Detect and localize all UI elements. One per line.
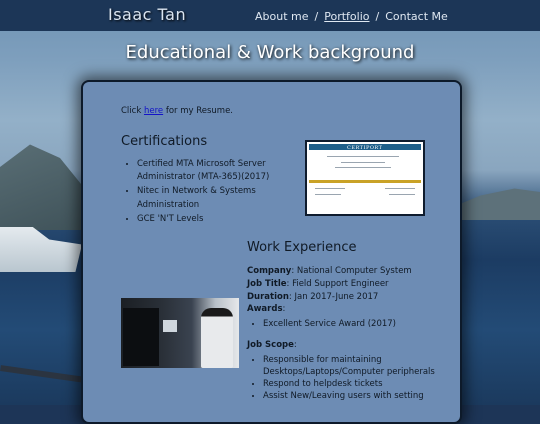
awards-colon: : — [282, 304, 286, 314]
job-title-value: : Field Support Engineer — [286, 279, 389, 289]
duration-value: : Jan 2017-June 2017 — [288, 292, 379, 302]
work-experience-title: Work Experience — [247, 240, 357, 255]
resume-suffix: for my Resume. — [163, 106, 234, 116]
company-label: Company — [247, 266, 292, 276]
award-item: • Excellent Service Award (2017) — [263, 318, 458, 330]
certification-item: • GCE 'N'T Levels — [137, 213, 287, 226]
job-scope-item: • Assist New/Leaving users with setting — [263, 390, 458, 402]
job-scope-colon: : — [293, 340, 297, 350]
awards-list — [247, 318, 458, 330]
job-scope-item: • Respond to helpdesk tickets — [263, 378, 458, 390]
resume-link[interactable]: here — [143, 106, 164, 116]
certificate-text-line — [341, 162, 385, 163]
job-title-label: Job Title — [247, 279, 287, 289]
job-title-row — [247, 279, 389, 289]
job-scope-label: Job Scope — [247, 340, 294, 350]
certificate-image — [305, 140, 425, 216]
certificate-document — [307, 142, 423, 214]
certificate-gold-rule — [309, 180, 421, 183]
work-photo-person — [201, 308, 233, 368]
certification-item: • Certified MTA Microsoft Server Administrator (MTA-365)(2017) — [137, 158, 287, 184]
duration-label: Duration — [247, 292, 289, 302]
certificate-text-line — [315, 194, 341, 195]
certificate-text-line — [315, 188, 345, 189]
top-navbar — [0, 0, 540, 31]
certification-item: • Nitec in Network & Systems Administration — [137, 185, 287, 211]
work-photo-equipment-rack — [123, 308, 159, 366]
certificate-text-line — [389, 194, 415, 195]
nav-link-about[interactable]: About me — [255, 10, 309, 23]
resume-prefix: Click — [121, 106, 144, 116]
certificate-text-line — [335, 167, 391, 168]
company-value: : National Computer System — [291, 266, 412, 276]
resume-line — [121, 106, 233, 116]
certifications-title: Certifications — [121, 134, 208, 149]
nav-link-contact[interactable]: Contact Me — [385, 10, 448, 23]
company-row — [247, 266, 412, 276]
duration-row — [247, 292, 378, 302]
work-photo — [121, 298, 239, 368]
job-scope-item: • Responsible for maintaining Desktops/Laptops/Computer peripherals — [263, 354, 458, 378]
certificate-text-line — [327, 156, 399, 157]
nav-separator: / — [314, 10, 319, 23]
awards-row — [247, 304, 285, 314]
nav-separator: / — [375, 10, 380, 23]
nav-link-portfolio[interactable]: Portfolio — [324, 10, 370, 23]
awards-label: Awards — [247, 304, 283, 314]
certificate-text-line — [385, 188, 415, 189]
certiport-logo: CERTIPORT — [347, 145, 383, 151]
job-scope-row — [247, 340, 297, 350]
page-title: Educational & Work background — [125, 42, 415, 63]
content-card — [81, 80, 462, 424]
nav-links — [255, 10, 448, 23]
certifications-list — [121, 158, 287, 227]
site-brand[interactable]: Isaac Tan — [108, 5, 187, 24]
work-photo-monitor — [163, 320, 177, 332]
job-scope-list — [247, 354, 458, 402]
